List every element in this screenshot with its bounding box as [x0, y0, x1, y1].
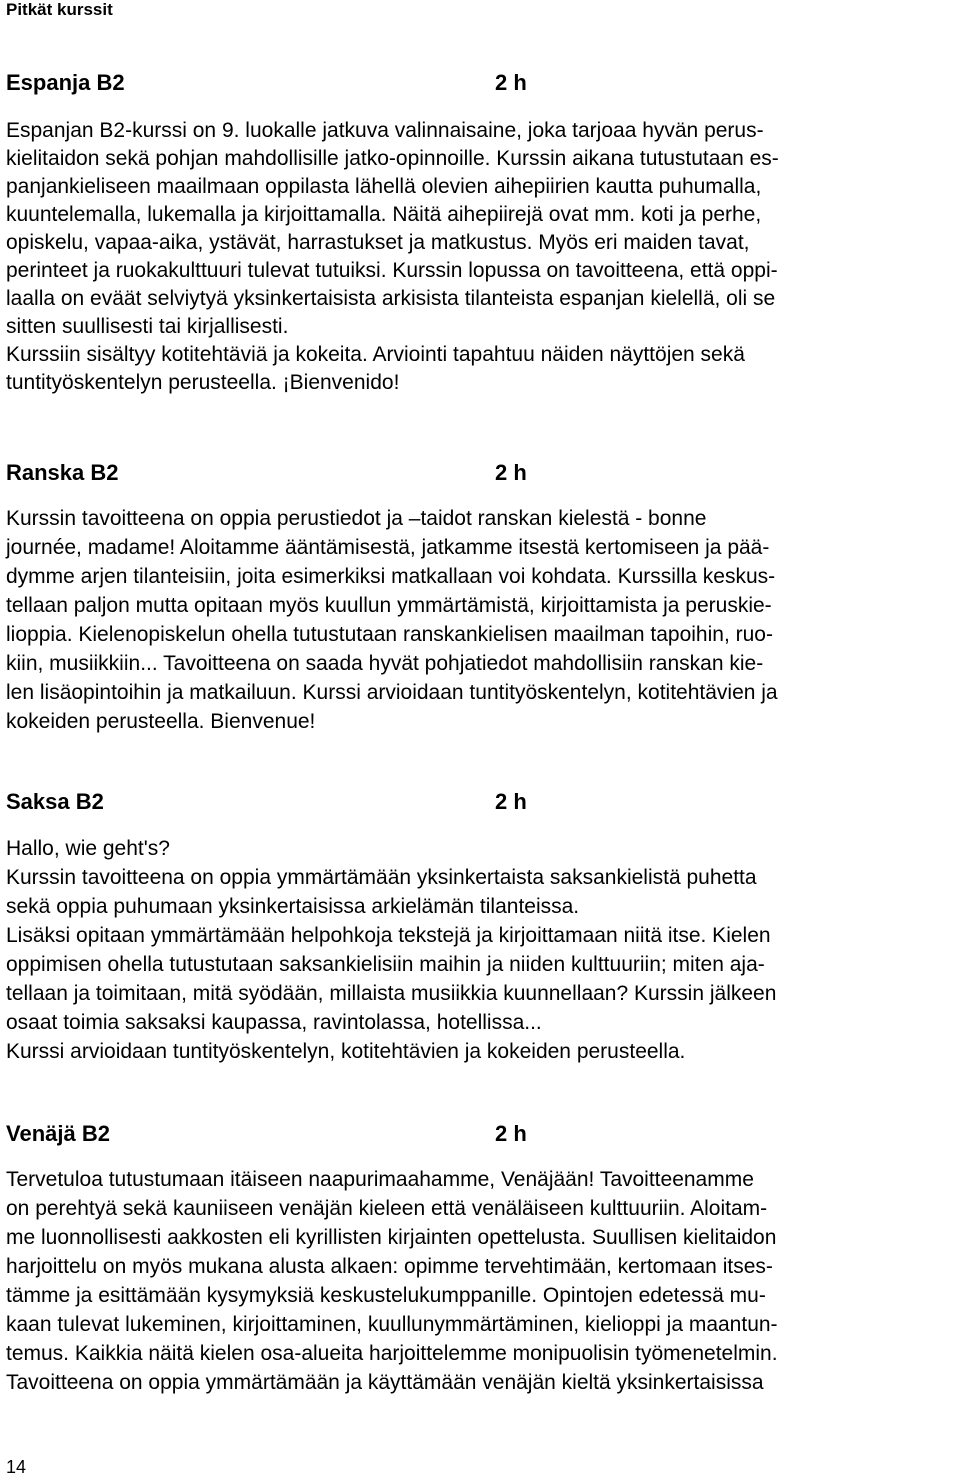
course-hours: 2 h	[495, 460, 527, 485]
course-title: Espanja B2	[6, 70, 125, 95]
text-line: Tervetuloa tutustumaan itäiseen naapurimaahamme, Venäjään! Tavoitteenamme	[6, 1168, 754, 1191]
text-line: tuntityöskentelyn perusteella. ¡Bienvenido!	[6, 371, 400, 394]
course-title: Venäjä B2	[6, 1121, 110, 1146]
page-header: Pitkät kurssit	[6, 0, 113, 19]
text-line: Kurssiin sisältyy kotitehtäviä ja kokeita. Arviointi tapahtuu näiden näyttöjen sekä	[6, 343, 745, 366]
text-line: me luonnollisesti aakkosten eli kyrillisten kirjainten opettelusta. Suullisen kielitaidon	[6, 1226, 777, 1249]
page-number: 14	[6, 1457, 27, 1477]
text-line: kiin, musiikkiin... Tavoitteena on saada hyvät pohjatiedot mahdollisiin ranskan kie-	[6, 652, 764, 675]
course-title: Ranska B2	[6, 460, 119, 485]
text-line: kuuntelemalla, lukemalla ja kirjoittamalla. Näitä aihepiirejä ovat mm. koti ja perhe,	[6, 203, 762, 226]
text-line: oppimisen ohella tutustutaan saksankielisiin maihin ja niiden kulttuuriin; miten aja-	[6, 953, 765, 976]
text-line: on perehtyä sekä kauniiseen venäjän kieleen että venäläiseen kulttuuriin. Aloitam-	[6, 1197, 768, 1220]
text-line: tellaan paljon mutta opitaan myös kuullun ymmärtämistä, kirjoittamista ja peruskie-	[6, 594, 772, 617]
text-line: tämme ja esittämään kysymyksiä keskustelukumppanille. Opintojen edetessä mu-	[6, 1284, 766, 1307]
text-line: len lisäopintoihin ja matkailuun. Kurssi arvioidaan tuntityöskentelyn, kotitehtävien ja	[6, 681, 778, 704]
text-line: Hallo, wie geht's?	[6, 837, 170, 860]
text-line: sekä oppia puhumaan yksinkertaisissa arkielämän tilanteissa.	[6, 895, 580, 918]
text-line: laalla on eväät selviytyä yksinkertaisista arkisista tilanteista espanjan kielellä, oli se	[6, 287, 776, 310]
text-line: Kurssi arvioidaan tuntityöskentelyn, kotitehtävien ja kokeiden perusteella.	[6, 1040, 686, 1063]
course-hours: 2 h	[495, 789, 527, 814]
course-hours: 2 h	[495, 70, 527, 95]
text-line: Kurssin tavoitteena on oppia perustiedot ja –taidot ranskan kielestä - bonne	[6, 507, 707, 530]
course-title: Saksa B2	[6, 789, 104, 814]
text-line: Kurssin tavoitteena on oppia ymmärtämään yksinkertaista saksankielistä puhetta	[6, 866, 757, 889]
text-line: Lisäksi opitaan ymmärtämään helpohkoja tekstejä ja kirjoittamaan niitä itse. Kielen	[6, 924, 771, 947]
text-line: perinteet ja ruokakulttuuri tulevat tutuiksi. Kurssin lopussa on tavoitteena, että oppi-	[6, 259, 778, 282]
text-line: kaan tulevat lukeminen, kirjoittaminen, kuullunymmärtäminen, kielioppi ja maantun-	[6, 1313, 778, 1336]
text-line: harjoittelu on myös mukana alusta alkaen: opimme tervehtimään, kertomaan itses-	[6, 1255, 773, 1278]
text-line: lioppia. Kielenopiskelun ohella tutustutaan ranskankielisen maailman tapoihin, ruo-	[6, 623, 773, 646]
text-line: kokeiden perusteella. Bienvenue!	[6, 710, 316, 733]
text-line: Espanjan B2-kurssi on 9. luokalle jatkuva valinnaisaine, joka tarjoaa hyvän perus-	[6, 119, 764, 142]
text-line: journée, madame! Aloitamme ääntämisestä, jatkamme itsestä kertomiseen ja pää-	[6, 536, 770, 559]
text-line: osaat toimia saksaksi kaupassa, ravintolassa, hotellissa...	[6, 1011, 542, 1034]
text-line: sitten suullisesti tai kirjallisesti.	[6, 315, 289, 338]
text-line: kielitaidon sekä pohjan mahdollisille jatko-opinnoille. Kurssin aikana tutustutaan es-	[6, 147, 779, 170]
course-hours: 2 h	[495, 1121, 527, 1146]
text-line: opiskelu, vapaa-aika, ystävät, harrastukset ja matkustus. Myös eri maiden tavat,	[6, 231, 750, 254]
text-line: dymme arjen tilanteisiin, joita esimerkiksi matkallaan voi kohdata. Kurssilla keskus-	[6, 565, 776, 588]
text-line: temus. Kaikkia näitä kielen osa-alueita harjoittelemme monipuolisin työmenetelmin.	[6, 1342, 778, 1365]
text-line: Tavoitteena on oppia ymmärtämään ja käyttämään venäjän kieltä yksinkertaisissa	[6, 1371, 764, 1394]
text-line: panjankieliseen maailmaan oppilasta lähellä olevien aihepiirien kautta puhumalla,	[6, 175, 762, 198]
text-line: tellaan ja toimitaan, mitä syödään, millaista musiikkia kuunnellaan? Kurssin jälkeen	[6, 982, 777, 1005]
